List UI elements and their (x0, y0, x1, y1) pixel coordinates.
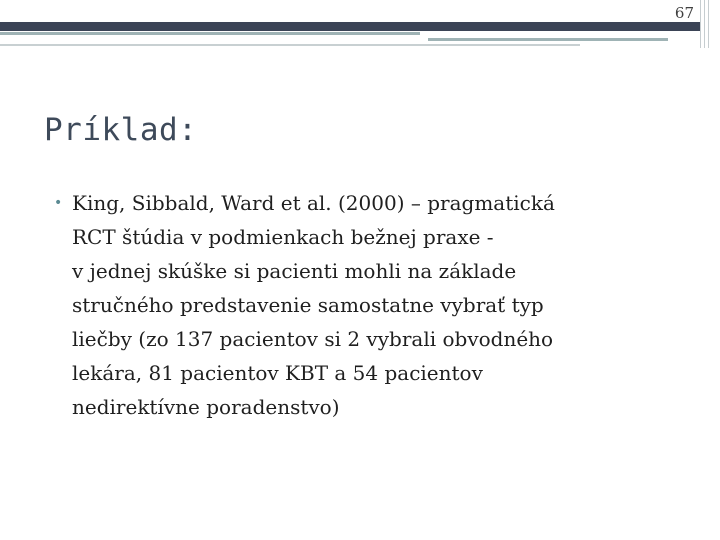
header-thin-line (0, 44, 580, 46)
bullet-text-line: nedirektívne poradenstvo) (72, 395, 340, 419)
header-accent-line (0, 32, 420, 35)
bullet-text-line: liečby (zo 137 pacientov si 2 vybrali obvodného (72, 327, 554, 351)
header-accent-line-short (428, 38, 668, 41)
bullet-text-line: RCT štúdia v podmienkach bežnej praxe - (72, 225, 494, 249)
bullet-list (54, 186, 684, 424)
bullet-icon: • (54, 195, 63, 211)
header-vertical-line (704, 0, 705, 48)
bullet-item (54, 186, 684, 424)
slide-title: Príklad: (44, 112, 198, 148)
bullet-text-line: stručného predstavenie samostatne vybrať typ (72, 293, 544, 317)
bullet-text-line: King, Sibbald, Ward et al. (2000) – pragmatická (72, 191, 555, 215)
bullet-text-line: v jednej skúške si pacienti mohli na základe (72, 259, 517, 283)
bullet-text-line: lekára, 81 pacientov KBT a 54 pacientov (72, 361, 483, 385)
page-number: 67 (674, 4, 694, 22)
header-vertical-line (700, 0, 701, 48)
header-vertical-line (708, 0, 709, 48)
header-bar (0, 22, 700, 31)
